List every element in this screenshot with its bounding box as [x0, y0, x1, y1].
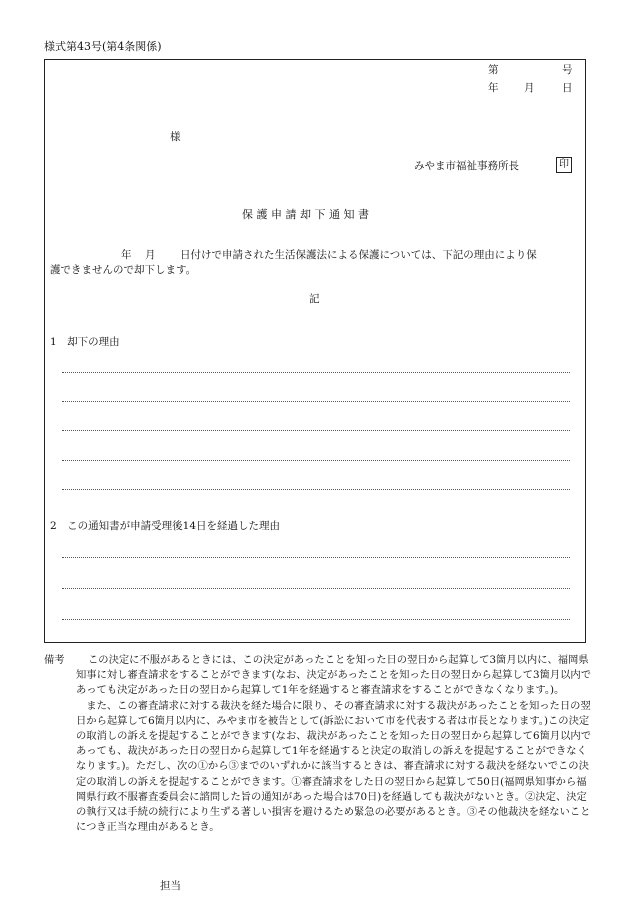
delay-line-1 — [62, 557, 570, 558]
reason-line-3 — [62, 430, 570, 431]
document-title: 保 護 申 請 却 下 通 知 書 — [242, 208, 369, 221]
reason-line-5 — [62, 489, 570, 490]
number-prefix: 第 — [488, 64, 499, 76]
reason-line-1 — [62, 372, 570, 373]
seal-mark: 印 — [556, 157, 572, 173]
remarks-paragraph-2: また、この審査請求に対する裁決を経た場合に限り、その審査請求に対する裁決があったことを知った日の翌日から起算して6箇月以内に、みやま市を被告として(訴訟において市を代表する者は市長となります。)この決定の取消しの訴えを提起することができます(なお、裁決があったことを知った日の翌日から起算して6箇月以内であっても、裁決があった日の翌日から起算して1年を経過すると決定の取消しの訴えを提起することができなくなります。)。ただし、次の①から③までのいずれかに該当するときは、審査請求に対する裁決を経ないでこの決定の取消しの訴えを提起することができます。①審査請求をした日の翌日から起算して50日(福岡県知事から福岡県行政不服審査委員会に諮問した旨の通知があった場合は70日)を経過しても裁決がないとき。②決定、決定の執行又は手続の続行により生ずる著しい損害を避けるため緊急の必要があるとき。③その他裁決を経ないことにつき正当な理由があるとき。 — [76, 699, 592, 834]
date-day: 日 — [562, 82, 573, 94]
ki-heading: 記 — [309, 293, 320, 305]
date-month: 月 — [524, 82, 535, 94]
remarks-paragraph-1: この決定に不服があるときには、この決定があったことを知った日の翌日から起算して3箇月以内に、福岡県知事に対し審査請求をすることができます(なお、決定があったことを知った日の翌日から起算して3箇月以内であっても決定があった日の翌日から起算して1年を経過すると審査請求をすることができなくなります。)。 — [76, 654, 592, 697]
delay-line-2 — [62, 588, 570, 589]
date-year: 年 — [488, 82, 499, 94]
reason-line-2 — [62, 401, 570, 402]
body-year: 年 — [121, 249, 132, 261]
issuer-name: みやま市福祉事務所長 — [414, 160, 519, 172]
delay-line-3 — [62, 619, 570, 620]
body-line-1: 日付けで申請された生活保護法による保護については、下記の理由により保 — [180, 249, 537, 261]
body-line-2: 護できませんので却下します。 — [50, 264, 197, 276]
section-1-label: 1 却下の理由 — [50, 336, 120, 348]
reason-line-4 — [62, 460, 570, 461]
addressee-suffix: 様 — [170, 131, 181, 143]
number-suffix: 号 — [562, 64, 573, 76]
remarks — [44, 653, 592, 835]
form-label: 様式第43号(第4条関係) — [44, 40, 162, 53]
remarks-head: 備考 — [44, 654, 65, 666]
body-month: 月 — [145, 249, 156, 261]
section-2-label: 2 この通知書が申請受理後14日を経過した理由 — [50, 520, 281, 532]
tanto-label: 担当 — [160, 880, 181, 892]
document-frame — [44, 59, 586, 643]
